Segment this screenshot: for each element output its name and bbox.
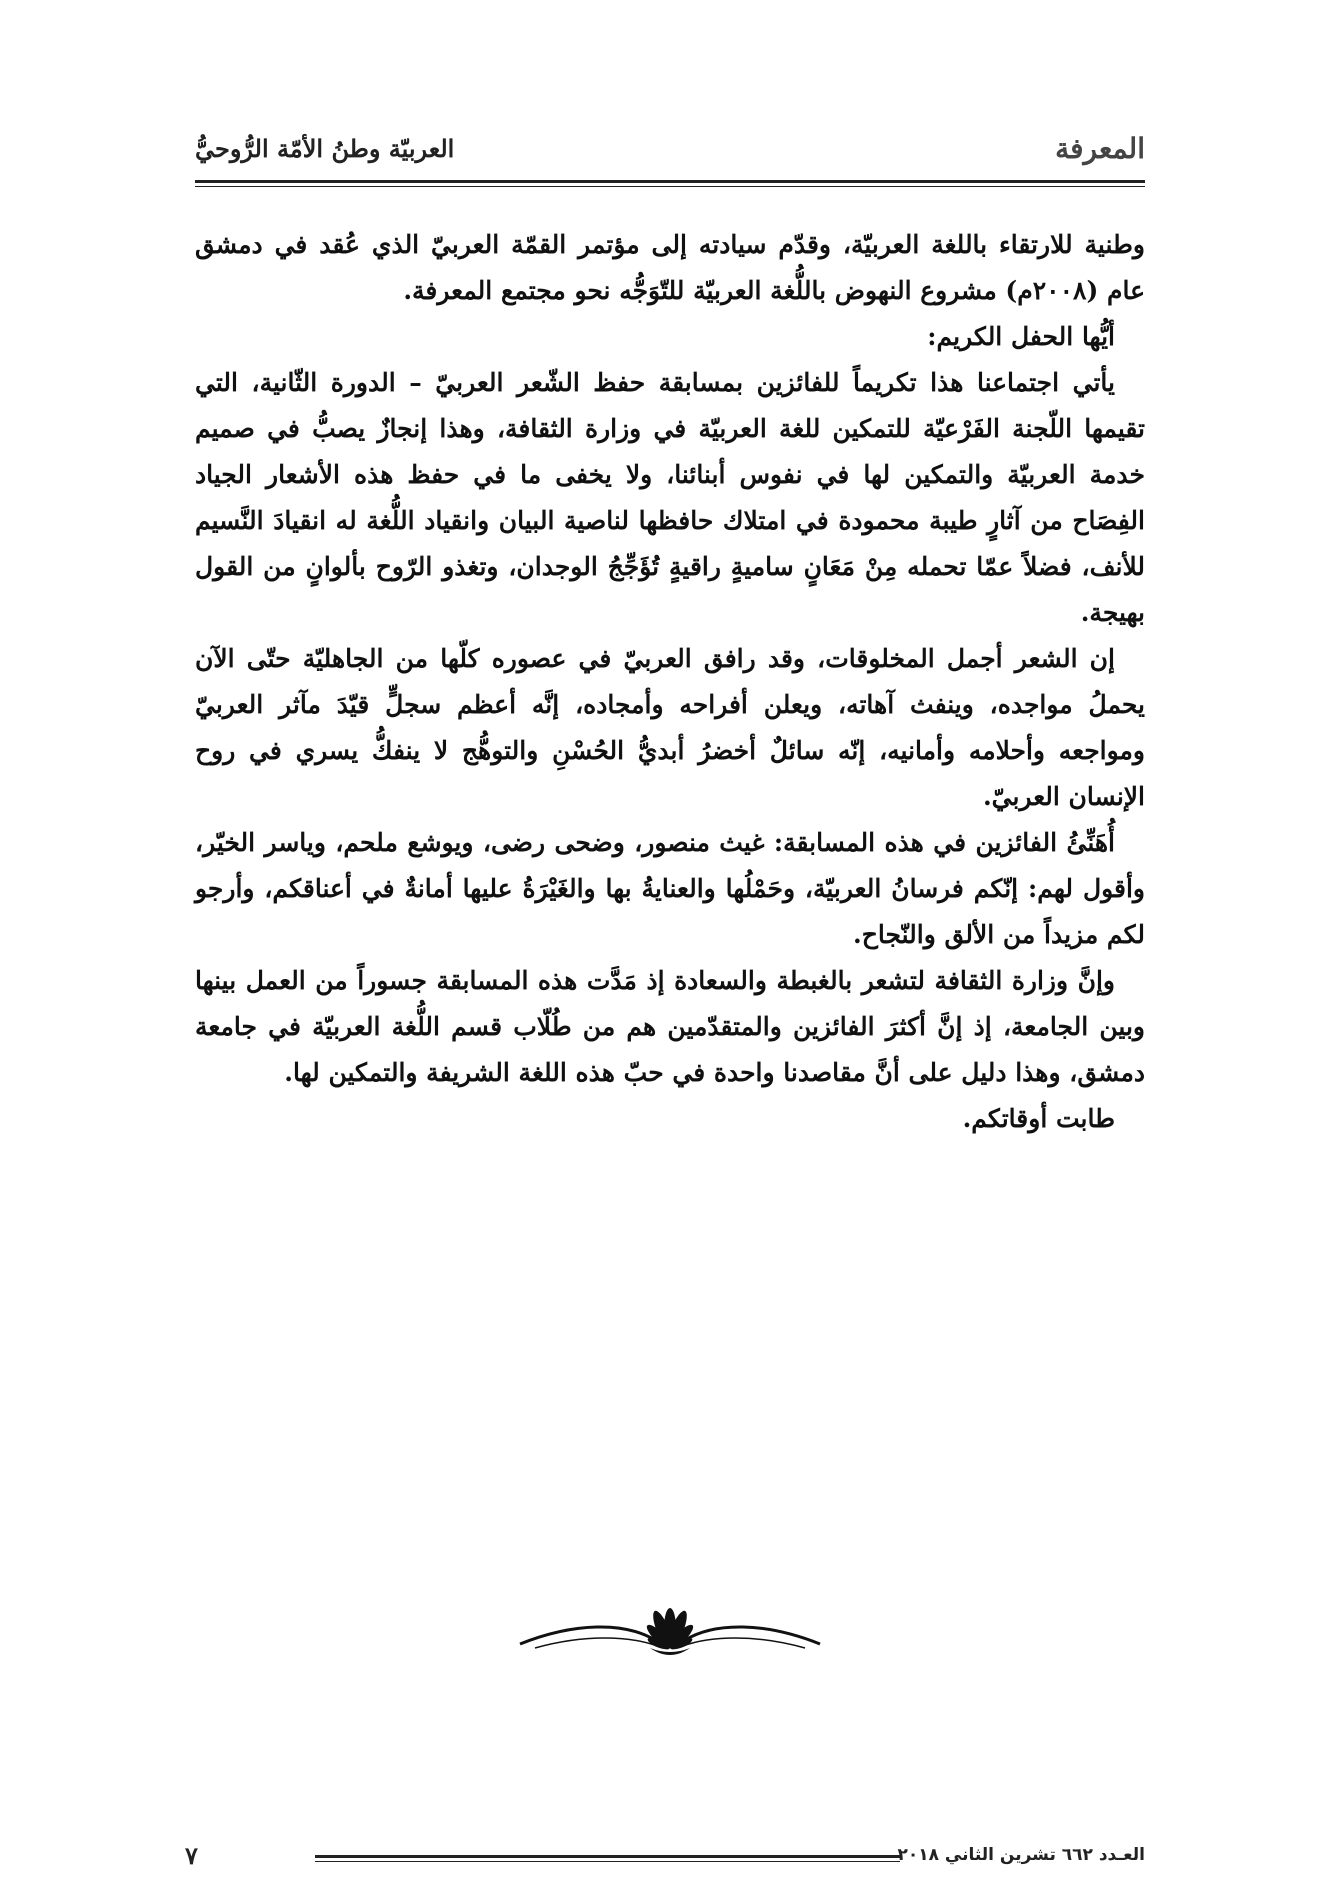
issue-line: العـدد ٦٦٢ تشرين الثاني ٢٠١٨ xyxy=(897,1845,1145,1865)
footer-rule xyxy=(315,1855,900,1858)
magazine-logo: المعرفة xyxy=(1055,132,1145,165)
paragraph-7-closing: طابت أوقاتكم. xyxy=(962,1104,1115,1133)
article-body xyxy=(195,222,1145,1142)
header-rule xyxy=(195,180,1145,183)
paragraph-2-salutation: أيُّها الحفل الكريم: xyxy=(927,322,1115,351)
paragraph-3: يأتي اجتماعنا هذا تكريماً للفائزين بمسابقة حفظ الشّعر العربيّ – الدورة الثّانية، التي تقيمها اللّجنة الفَرْعيّة للتمكين للغة العربيّة في وزارة الثقافة، وهذا إنجازٌ يصبُّ في صميم خدمة العربيّة والتمكين لها في نفوس أبنائنا، ولا يخفى ما في حفظ هذه الأشعار الجياد الفِصَاح من آثارٍ طيبة محمودة في امتلاك حافظها لناصية البيان وانقياد اللُّغة له انقيادَ النَّسيم للأنف، فضلاً عمّا تحمله مِنْ مَعَانٍ ساميةٍ راقيةٍ تُؤَجِّجُ الوجدان، وتغذو الرّوح بألوانٍ من القول بهيجة. xyxy=(195,368,1145,627)
paragraph-1: وطنية للارتقاء باللغة العربيّة، وقدّم سيادته إلى مؤتمر القمّة العربيّ الذي عُقد في دمشق عام (٢٠٠٨م) مشروع النهوض باللُّغة العربيّة للتّوَجُّه نحو مجتمع المعرفة. xyxy=(195,230,1145,305)
running-header xyxy=(195,128,1145,188)
floral-divider-ornament-icon xyxy=(515,1582,825,1672)
paragraph-6: وإنَّ وزارة الثقافة لتشعر بالغبطة والسعادة إذ مَدَّت هذه المسابقة جسوراً من العمل بينها وبين الجامعة، إذ إنَّ أكثرَ الفائزين والمتقدّمين هم من طُلّاب قسم اللُّغة العربيّة في جامعة دمشق، وهذا دليل على أنَّ مقاصدنا واحدة في حبّ هذه اللغة الشريفة والتمكين لها. xyxy=(195,966,1145,1087)
footer-rule-thin xyxy=(315,1861,900,1862)
paragraph-5: أُهَنِّئُ الفائزين في هذه المسابقة: غيث منصور، وضحى رضى، ويوشع ملحم، وياسر الخيّر، وأقول لهم: إنّكم فرسانُ العربيّة، وحَمْلُها والعنايةُ بها والغَيْرَةُ عليها أمانةٌ في أعناقكم، وأرجو لكم مزيداً من الألق والنّجاح. xyxy=(195,828,1145,949)
page-footer xyxy=(185,1841,1145,1875)
page-number: ٧ xyxy=(185,1841,198,1870)
header-rule-thin xyxy=(195,186,1145,187)
article-title: العربيّة وطنُ الأمّة الرُّوحيُّ xyxy=(195,134,455,163)
paragraph-4: إن الشعر أجمل المخلوقات، وقد رافق العربيّ في عصوره كلّها من الجاهليّة حتّى الآن يحملُ مواجده، وينفث آهاته، ويعلن أفراحه وأمجاده، إنَّه أعظم سجلٍّ قيّدَ مآثر العربيّ ومواجعه وأحلامه وأمانيه، إنّه سائلٌ أخضرُ أبديُّ الحُسْنِ والتوهُّج لا ينفكُّ يسري في روح الإنسان العربيّ. xyxy=(195,644,1145,811)
